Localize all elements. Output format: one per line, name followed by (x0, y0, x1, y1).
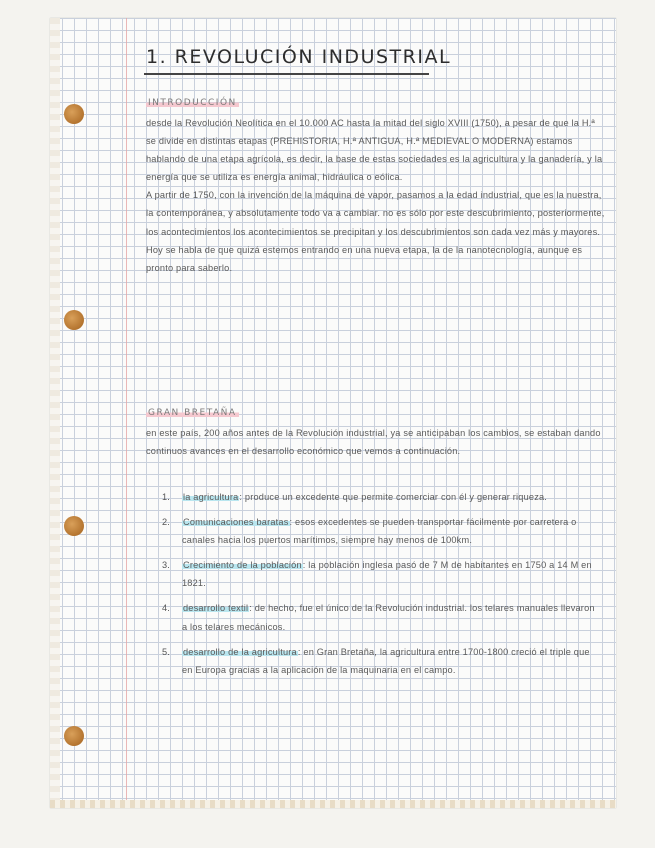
gb-text (146, 424, 606, 460)
margin-line (126, 18, 127, 808)
gb-paragraph: en este país, 200 años antes de la Revolución industrial, ya se anticipaban los cambios, se estaban dando continuos avances en el desarrollo económico que vemos a continuación. (146, 428, 601, 457)
list-number: 5. (162, 646, 171, 657)
list-number: 3. (162, 560, 171, 571)
binder-hole (64, 104, 84, 124)
list-text: : la población inglesa pasó de 7 M de habitantes en 1750 a 14 M en 1821. (182, 560, 592, 589)
intro-text (146, 114, 606, 277)
list-item (162, 513, 602, 549)
list-number: 4. (162, 603, 171, 614)
list-text: : esos excedentes se pueden transportar fácilmente por carretera o canales hacia los puertos marítimos, siempre hay menos de 100km. (182, 517, 577, 546)
list-item (162, 556, 602, 592)
intro-paragraph-2: A partir de 1750, con la invención de la máquina de vapor, pasamos a la edad industrial, que es la nuestra, la contemporánea, y absolutamente todo va a cambiar. no es sólo por este descubrimiento, posteriormente, los acontecimientos los acontecimientos se precipitan y los descubrimientos son cada vez más y mayores. (146, 190, 605, 237)
list-number: 2. (162, 517, 171, 528)
list-label: desarrollo de la agricultura (183, 646, 297, 657)
binder-hole (64, 516, 84, 536)
list-text: : de hecho, fue el único de la Revolución industrial. los telares manuales llevaron a los telares mecánicos. (182, 603, 595, 632)
binder-hole (64, 310, 84, 330)
intro-paragraph-1: desde la Revolución Neolítica en el 10.000 AC hasta la mitad del siglo XVIII (1750), a pesar de que la H.ª se divide en distintas etapas (PREHISTORIA, H.ª ANTIGUA, H.ª MEDIEVAL O MODERNA) estamos hablando de una etapa agrícola, es decir, la base de estas sociedades es la agricultura y la ganadería, y la energía que se utiliza es energía animal, hidráulica o eólica. (146, 118, 603, 183)
list-label: la agricultura (183, 492, 239, 502)
list-item (162, 488, 602, 506)
list-number: 1. (162, 492, 171, 502)
intro-heading: INTRODUCCIÓN (148, 98, 237, 108)
torn-bottom-edge (50, 800, 616, 808)
binder-hole (64, 726, 84, 746)
intro-paragraph-3: Hoy se habla de que quizá estemos entrando en una nueva etapa, la de la nanotecnología, aunque es pronto para saberlo. (146, 244, 583, 273)
list-text: : produce un excedente que permite comerciar con él y generar riqueza. (239, 492, 548, 502)
list-item (162, 643, 602, 679)
list-item (162, 599, 602, 635)
gb-heading: GRAN BRETAÑA (148, 408, 237, 418)
list-label: desarrollo textil (183, 603, 249, 614)
title-underline (144, 73, 429, 75)
list-label: Comunicaciones baratas (183, 517, 289, 528)
list-label: Crecimiento de la población (183, 560, 302, 571)
page-title: 1. REVOLUCIÓN INDUSTRIAL (146, 46, 452, 68)
notebook-page (50, 18, 616, 808)
list-text: : en Gran Bretaña, la agricultura entre 1700-1800 creció el triple que en Europa gracias a la aplicación de la maquinaria en el campo. (182, 646, 590, 675)
gb-list (162, 488, 602, 686)
spiral-edge (50, 18, 60, 808)
